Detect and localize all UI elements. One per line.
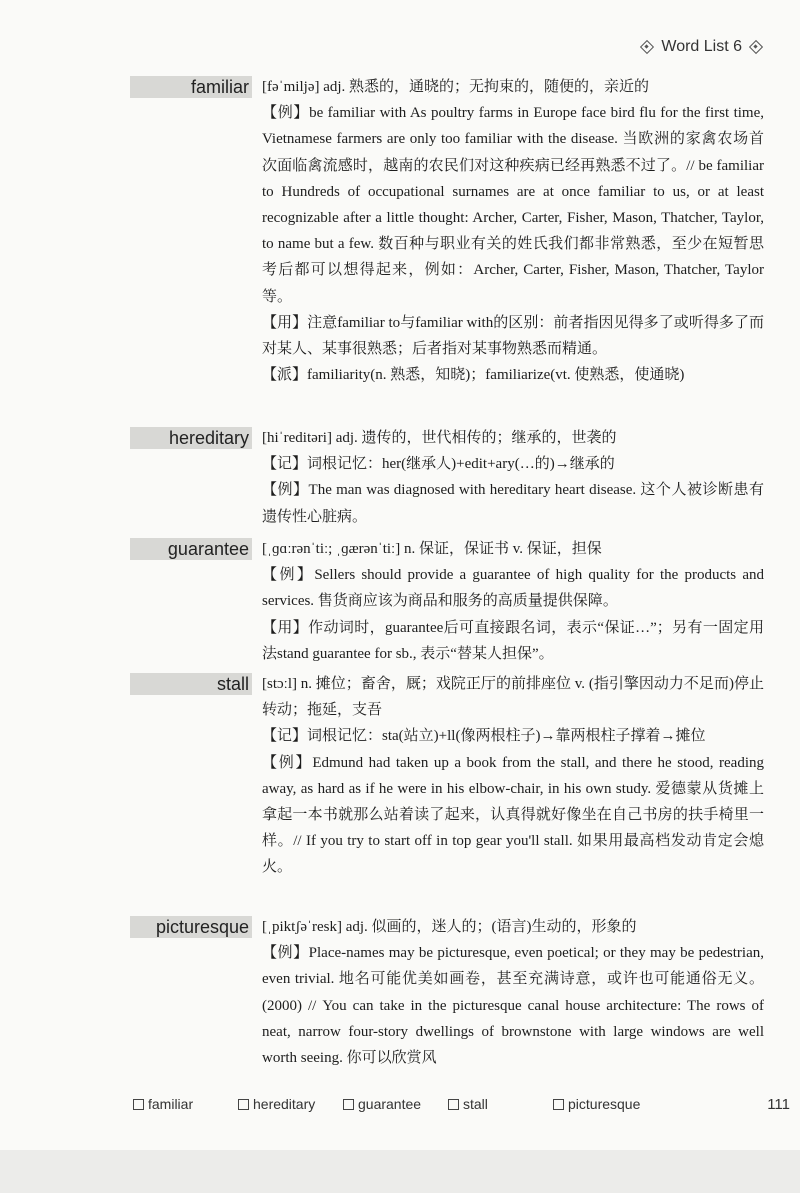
checkbox-label: hereditary — [253, 1096, 316, 1112]
definition-picturesque — [262, 914, 764, 1071]
page-number: 111 — [767, 1096, 790, 1113]
entry-line: 【用】注意familiar to与familiar with的区别：前者指因见得多了或听得多了而对某人、某事很熟悉；后者指对某事物熟悉而精通。 — [262, 314, 764, 358]
entry-line: 【派】familiarity(n. 熟悉，知晓)；familiarize(vt. 使熟悉，使通晓) — [262, 367, 685, 384]
entry-line: [ˌɡɑːrənˈtiː; ˌɡærənˈtiː] n. 保证，保证书 v. 保证，担保 — [262, 541, 602, 557]
headword-hereditary: hereditary — [130, 427, 252, 449]
entry-line: [hiˈreditəri] adj. 遗传的，世代相传的；继承的，世袭的 — [262, 430, 617, 446]
entry-line: 【用】作动词时，guarantee后可直接跟名词，表示“保证…”；另有一固定用法stand guarantee for sb., 表示“替某人担保”。 — [262, 619, 764, 662]
headword-stall: stall — [130, 673, 252, 695]
checkbox-icon[interactable] — [553, 1099, 564, 1110]
definition-hereditary — [262, 425, 764, 530]
checkbox-item-hereditary[interactable] — [238, 1096, 315, 1112]
headword-guarantee: guarantee — [130, 538, 252, 560]
checkbox-item-familiar[interactable] — [133, 1096, 193, 1112]
checkbox-icon[interactable] — [133, 1099, 144, 1110]
checkbox-item-picturesque[interactable] — [553, 1096, 640, 1112]
entry-line: 【记】词根记忆：sta(站立)+ll(像两根柱子)→靠两根柱子撑着→摊位 — [262, 728, 706, 745]
entry-line: 【例】Edmund had taken up a book from the stall, and there he stood, reading away, as hard as if he were in his elbow-chair, in his own study. 爱德蒙从货摊上拿起一本书就那么站着读了起来，认真得就好像坐在自己书房的扶手椅里一样。// If you try to start off in top gear you'll stall. 如果用最高档发动肯定会熄火。 — [262, 754, 764, 876]
page-edge-shadow — [0, 1150, 800, 1193]
diamond-left-icon — [641, 41, 653, 53]
checkbox-icon[interactable] — [238, 1099, 249, 1110]
entry-line: 【例】The man was diagnosed with hereditary heart disease. 这个人被诊断患有遗传性心脏病。 — [262, 482, 764, 525]
checkbox-label: familiar — [148, 1096, 194, 1112]
diamond-right-icon — [750, 41, 762, 53]
entry-line: 【例】Sellers should provide a guarantee of high quality for the products and services. 售货商应该为商品和服务的高质量提供保障。 — [262, 567, 764, 610]
headword-picturesque: picturesque — [130, 916, 252, 938]
checkbox-label: stall — [463, 1096, 488, 1112]
headword-familiar: familiar — [130, 76, 252, 98]
header-title: Word List 6 — [661, 38, 742, 55]
checkbox-label: picturesque — [568, 1096, 641, 1112]
definition-guarantee — [262, 536, 764, 667]
entry-line: 【记】词根记忆：her(继承人)+edit+ary(…的)→继承的 — [262, 456, 615, 473]
definition-stall — [262, 671, 764, 881]
entry-line: 【例】Place-names may be picturesque, even poetical; or they may be pedestrian, even trivial. 地名可能优美如画卷，甚至充满诗意，或许也可能通俗无义。(2000) // You can take in the picturesque canal house architecture: The rows of neat, narrow four-story dwellings of brownstone with large windows are well worth seeing. 你可以欣赏风 — [262, 945, 764, 1067]
header — [641, 38, 762, 56]
definition-familiar — [262, 74, 764, 388]
entry-line: [ˌpiktʃəˈresk] adj. 似画的，迷人的；(语言)生动的，形象的 — [262, 919, 637, 935]
checkbox-icon[interactable] — [448, 1099, 459, 1110]
checkbox-icon[interactable] — [343, 1099, 354, 1110]
entry-line: 【例】be familiar with As poultry farms in Europe face bird flu for the first time, Vietnamese farmers are only too familiar with the disease. 当欧洲的家禽农场首次面临禽流感时，越南的农民们对这种疾病已经再熟悉不过了。// be familiar to Hundreds of occupational surnames are at once familiar to us, or at least recognizable after a little thought: Archer, Carter, Fisher, Mason, Thatcher, Taylor, to name but a few. 数百种与职业有关的姓氏我们都非常熟悉，至少在短暂思考后都可以想得起来，例如：Archer, Carter, Fisher, Mason, Thatcher, Taylor等。 — [262, 105, 764, 305]
entry-line: [fəˈmiljə] adj. 熟悉的，通晓的；无拘束的，随便的，亲近的 — [262, 79, 650, 95]
entry-line: [stɔːl] n. 摊位；畜舍，厩；戏院正厅的前排座位 v. (指引擎因动力不足而)停止转动；拖延，支吾 — [262, 676, 764, 719]
checkbox-item-guarantee[interactable] — [343, 1096, 421, 1112]
checkbox-item-stall[interactable] — [448, 1096, 488, 1112]
checkbox-label: guarantee — [358, 1096, 422, 1112]
